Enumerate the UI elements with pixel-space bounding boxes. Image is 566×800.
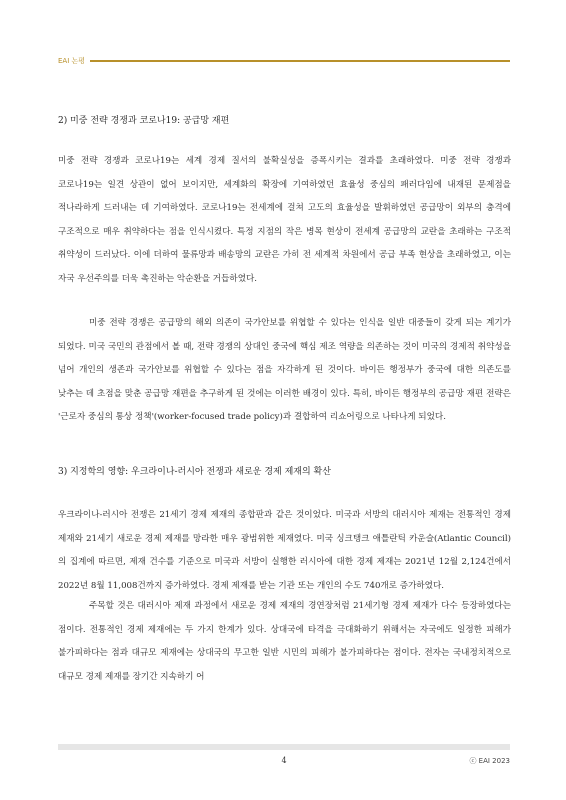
page-header: [58, 56, 510, 68]
section-heading-sanctions: 3) 지정학의 영향: 우크라이나-러시아 전쟁과 새로운 경제 제재의 확산: [58, 467, 331, 477]
paragraph-3: 우크라이나-러시아 전쟁은 21세기 경제 제재의 종합판과 같은 것이었다. 미국과 서방의 대러시아 제재는 전통적인 경제 제재와 21세기 새로운 경제 제재를 망라한 매우 광범위한 제재였다. 미국 싱크탱크 애틀란틱 카운슬(Atlantic Council)의 집계에 따르면, 제재 건수를 기준으로 미국과 서방이 실행한 러시아에 대한 경제 제재는 2021년 12월 2,124건에서 2022년 8월 11,008건까지 증가하였다. 경제 제재를 받는 기관 또는 개인의 수도 740개로 증가하였다.: [58, 510, 511, 591]
page-number: 4: [281, 756, 287, 765]
page-footer: [58, 744, 510, 774]
copyright-text: ⓒ EAI 2023: [469, 757, 510, 765]
paragraph-1: 미중 전략 경쟁과 코로나19는 세계 경제 질서의 불확실성을 증폭시키는 결과를 초래하였다. 미중 전략 경쟁과 코로나19는 일견 상관이 없어 보이지만, 세계화의 확장에 기여하였던 효율성 중심의 패러다임에 내재된 문제점을 적나라하게 드러내는 데 기여하였다. 코로나19는 전세계에 걸쳐 고도의 효율성을 발휘하였던 공급망이 외부의 충격에 구조적으로 매우 취약하다는 점을 인식시켰다. 특정 지점의 작은 병목 현상이 전세계 공급망의 교란을 초래하는 구조적 취약성이 드러났다. 이에 더하여 물류망과 배송망의 교란은 가히 전 세계적 차원에서 공급 부족 현상을 초래하였고, 이는 자국 우선주의를 더욱 촉진하는 악순환을 거듭하였다.: [58, 156, 511, 284]
header-label: EAI 논평: [58, 57, 86, 65]
header-rule: [90, 60, 510, 62]
footer-rule: [58, 744, 510, 750]
section-heading-supply-chain: 2) 미중 전략 경쟁과 코로나19: 공급망 재편: [58, 116, 230, 126]
paragraph-2: 미중 전략 경쟁은 공급망의 해외 의존이 국가안보를 위협할 수 있다는 인식을 일반 대중들이 갖게 되는 계기가 되었다. 미국 국민의 관점에서 볼 때, 전략 경쟁의 상대인 중국에 핵심 제조 역량을 의존하는 것이 미국의 경제적 취약성을 넘어 개인의 생존과 국가안보를 위협할 수 있다는 점을 자각하게 된 것이다. 바이든 행정부가 중국에 대한 의존도를 낮추는 데 초점을 맞춘 공급망 재편을 추구하게 된 것에는 이러한 배경이 있다. 특히, 바이든 행정부의 공급망 재편 전략은 '근로자 중심의 통상 정책'(worker-focused trade policy)과 결합하여 리쇼어링으로 나타나게 되었다.: [58, 318, 511, 422]
paragraph-4: 주목할 것은 대러시아 제재 과정에서 새로운 경제 제재의 경연장처럼 21세기형 경제 제재가 다수 등장하였다는 점이다. 전통적인 경제 제재에는 두 가지 한계가 있다. 상대국에 타격을 극대화하기 위해서는 자국에도 일정한 피해가 불가피하다는 점과 대규모 제재에는 상대국의 무고한 일반 시민의 피해가 불가피하다는 점이다. 전자는 국내정치적으로 대규모 경제 제재를 장기간 지속하기 어: [58, 601, 511, 682]
